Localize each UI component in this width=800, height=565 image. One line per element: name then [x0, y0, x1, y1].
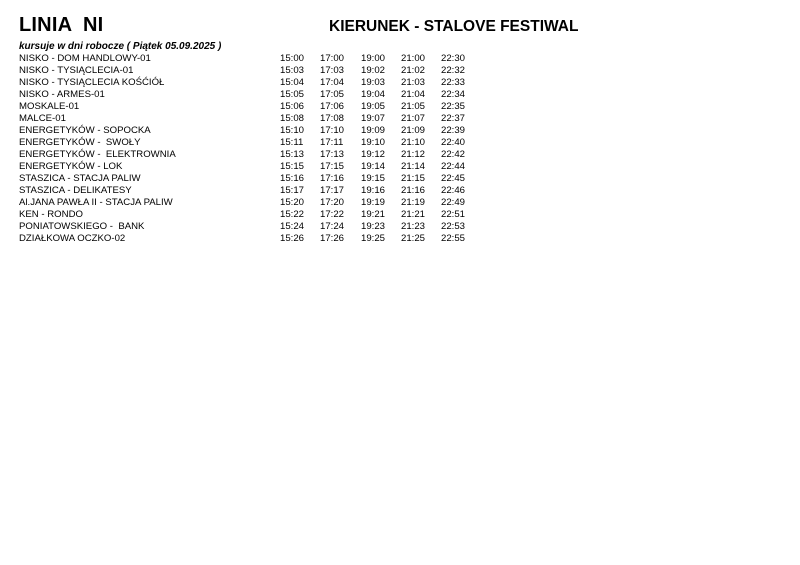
timetable-row [0, 137, 800, 149]
departure-time: 17:22 [320, 209, 345, 220]
stop-name: ENERGETYKÓW - LOK [19, 161, 123, 172]
departure-time: 15:03 [280, 65, 305, 76]
timetable-row [0, 77, 800, 89]
departure-time: 21:09 [401, 125, 426, 136]
timetable-row [0, 53, 800, 65]
departure-time: 19:21 [361, 209, 386, 220]
departure-time: 22:45 [441, 173, 466, 184]
timetable-row [0, 221, 800, 233]
stop-name: NISKO - DOM HANDLOWY-01 [19, 53, 151, 64]
departure-time: 19:10 [361, 137, 386, 148]
departure-time: 19:02 [361, 65, 386, 76]
departure-time: 21:16 [401, 185, 426, 196]
timetable-row [0, 197, 800, 209]
departure-time: 22:49 [441, 197, 466, 208]
departure-time: 17:00 [320, 53, 345, 64]
departure-time: 17:24 [320, 221, 345, 232]
departure-time: 19:09 [361, 125, 386, 136]
departure-time: 17:26 [320, 233, 345, 244]
timetable-row [0, 149, 800, 161]
departure-time: 21:00 [401, 53, 426, 64]
departure-time: 15:17 [280, 185, 305, 196]
departure-time: 15:05 [280, 89, 305, 100]
departure-time: 22:42 [441, 149, 466, 160]
direction-title: KIERUNEK - STALOVE FESTIWAL [329, 18, 579, 35]
departure-time: 22:51 [441, 209, 466, 220]
timetable-row [0, 113, 800, 125]
stop-name: NISKO - TYSIĄCLECIA-01 [19, 65, 134, 76]
departure-time: 22:33 [441, 77, 466, 88]
timetable-row [0, 125, 800, 137]
departure-time: 21:03 [401, 77, 426, 88]
timetable-row [0, 101, 800, 113]
timetable-row [0, 209, 800, 221]
departure-time: 21:04 [401, 89, 426, 100]
departure-time: 15:06 [280, 101, 305, 112]
departure-time: 17:16 [320, 173, 345, 184]
stop-name: STASZICA - DELIKATESY [19, 185, 132, 196]
timetable-row [0, 233, 800, 245]
departure-time: 17:20 [320, 197, 345, 208]
departure-time: 19:07 [361, 113, 386, 124]
departure-time: 19:15 [361, 173, 386, 184]
timetable-row [0, 161, 800, 173]
departure-time: 22:30 [441, 53, 466, 64]
timetable-row [0, 65, 800, 77]
departure-time: 19:05 [361, 101, 386, 112]
departure-time: 15:00 [280, 53, 305, 64]
stop-name: Al.JANA PAWŁA II - STACJA PALIW [19, 197, 173, 208]
departure-time: 19:14 [361, 161, 386, 172]
departure-time: 22:39 [441, 125, 466, 136]
stop-name: NISKO - ARMES-01 [19, 89, 105, 100]
departure-time: 21:21 [401, 209, 426, 220]
departure-time: 21:15 [401, 173, 426, 184]
departure-time: 17:17 [320, 185, 345, 196]
stop-name: MOSKALE-01 [19, 101, 80, 112]
departure-time: 15:10 [280, 125, 305, 136]
departure-time: 17:11 [320, 137, 344, 148]
departure-time: 15:20 [280, 197, 305, 208]
departure-time: 17:10 [320, 125, 345, 136]
timetable-row [0, 173, 800, 185]
departure-time: 19:00 [361, 53, 386, 64]
stop-name: DZIAŁKOWA OCZKO-02 [19, 233, 126, 244]
departure-time: 19:25 [361, 233, 386, 244]
departure-time: 21:14 [401, 161, 426, 172]
departure-time: 22:46 [441, 185, 466, 196]
departure-time: 22:35 [441, 101, 466, 112]
stop-name: STASZICA - STACJA PALIW [19, 173, 141, 184]
stop-name: PONIATOWSKIEGO - BANK [19, 221, 145, 232]
departure-time: 17:05 [320, 89, 345, 100]
departure-time: 19:16 [361, 185, 386, 196]
timetable-row [0, 185, 800, 197]
departure-time: 15:24 [280, 221, 305, 232]
departure-time: 19:12 [361, 149, 386, 160]
departure-time: 21:05 [401, 101, 426, 112]
departure-time: 21:25 [401, 233, 426, 244]
departure-time: 15:04 [280, 77, 305, 88]
departure-time: 21:07 [401, 113, 426, 124]
stop-name: NISKO - TYSIĄCLECIA KOŚĆIÓŁ [19, 77, 165, 88]
timetable-row [0, 89, 800, 101]
timetable [0, 53, 800, 245]
departure-time: 15:26 [280, 233, 305, 244]
departure-time: 21:10 [401, 137, 426, 148]
departure-time: 19:23 [361, 221, 386, 232]
stop-name: ENERGETYKÓW - ELEKTROWNIA [19, 149, 176, 160]
stop-name: ENERGETYKÓW - SWOŁY [19, 137, 141, 148]
departure-time: 22:55 [441, 233, 466, 244]
departure-time: 15:15 [280, 161, 305, 172]
departure-time: 22:34 [441, 89, 466, 100]
departure-time: 19:04 [361, 89, 386, 100]
departure-time: 17:03 [320, 65, 345, 76]
departure-time: 17:04 [320, 77, 345, 88]
stop-name: ENERGETYKÓW - SOPOCKA [19, 125, 151, 136]
departure-time: 21:23 [401, 221, 426, 232]
departure-time: 19:19 [361, 197, 386, 208]
departure-time: 15:16 [280, 173, 305, 184]
departure-time: 17:13 [320, 149, 345, 160]
departure-time: 22:44 [441, 161, 466, 172]
departure-time: 15:13 [280, 149, 305, 160]
departure-time: 17:06 [320, 101, 345, 112]
stop-name: MALCE-01 [19, 113, 66, 124]
departure-time: 17:15 [320, 161, 345, 172]
departure-time: 15:22 [280, 209, 305, 220]
departure-time: 15:08 [280, 113, 305, 124]
stop-name: KEN - RONDO [19, 209, 83, 220]
departure-time: 22:40 [441, 137, 466, 148]
departure-time: 22:37 [441, 113, 466, 124]
departure-time: 21:19 [401, 197, 426, 208]
departure-time: 22:32 [441, 65, 466, 76]
departure-time: 21:02 [401, 65, 426, 76]
line-title: LINIA NI [19, 14, 104, 36]
departure-time: 22:53 [441, 221, 466, 232]
departure-time: 21:12 [401, 149, 426, 160]
departure-time: 15:11 [280, 137, 304, 148]
departure-time: 17:08 [320, 113, 345, 124]
departure-time: 19:03 [361, 77, 386, 88]
service-note: kursuje w dni robocze ( Piątek 05.09.2025 ) [19, 41, 222, 52]
